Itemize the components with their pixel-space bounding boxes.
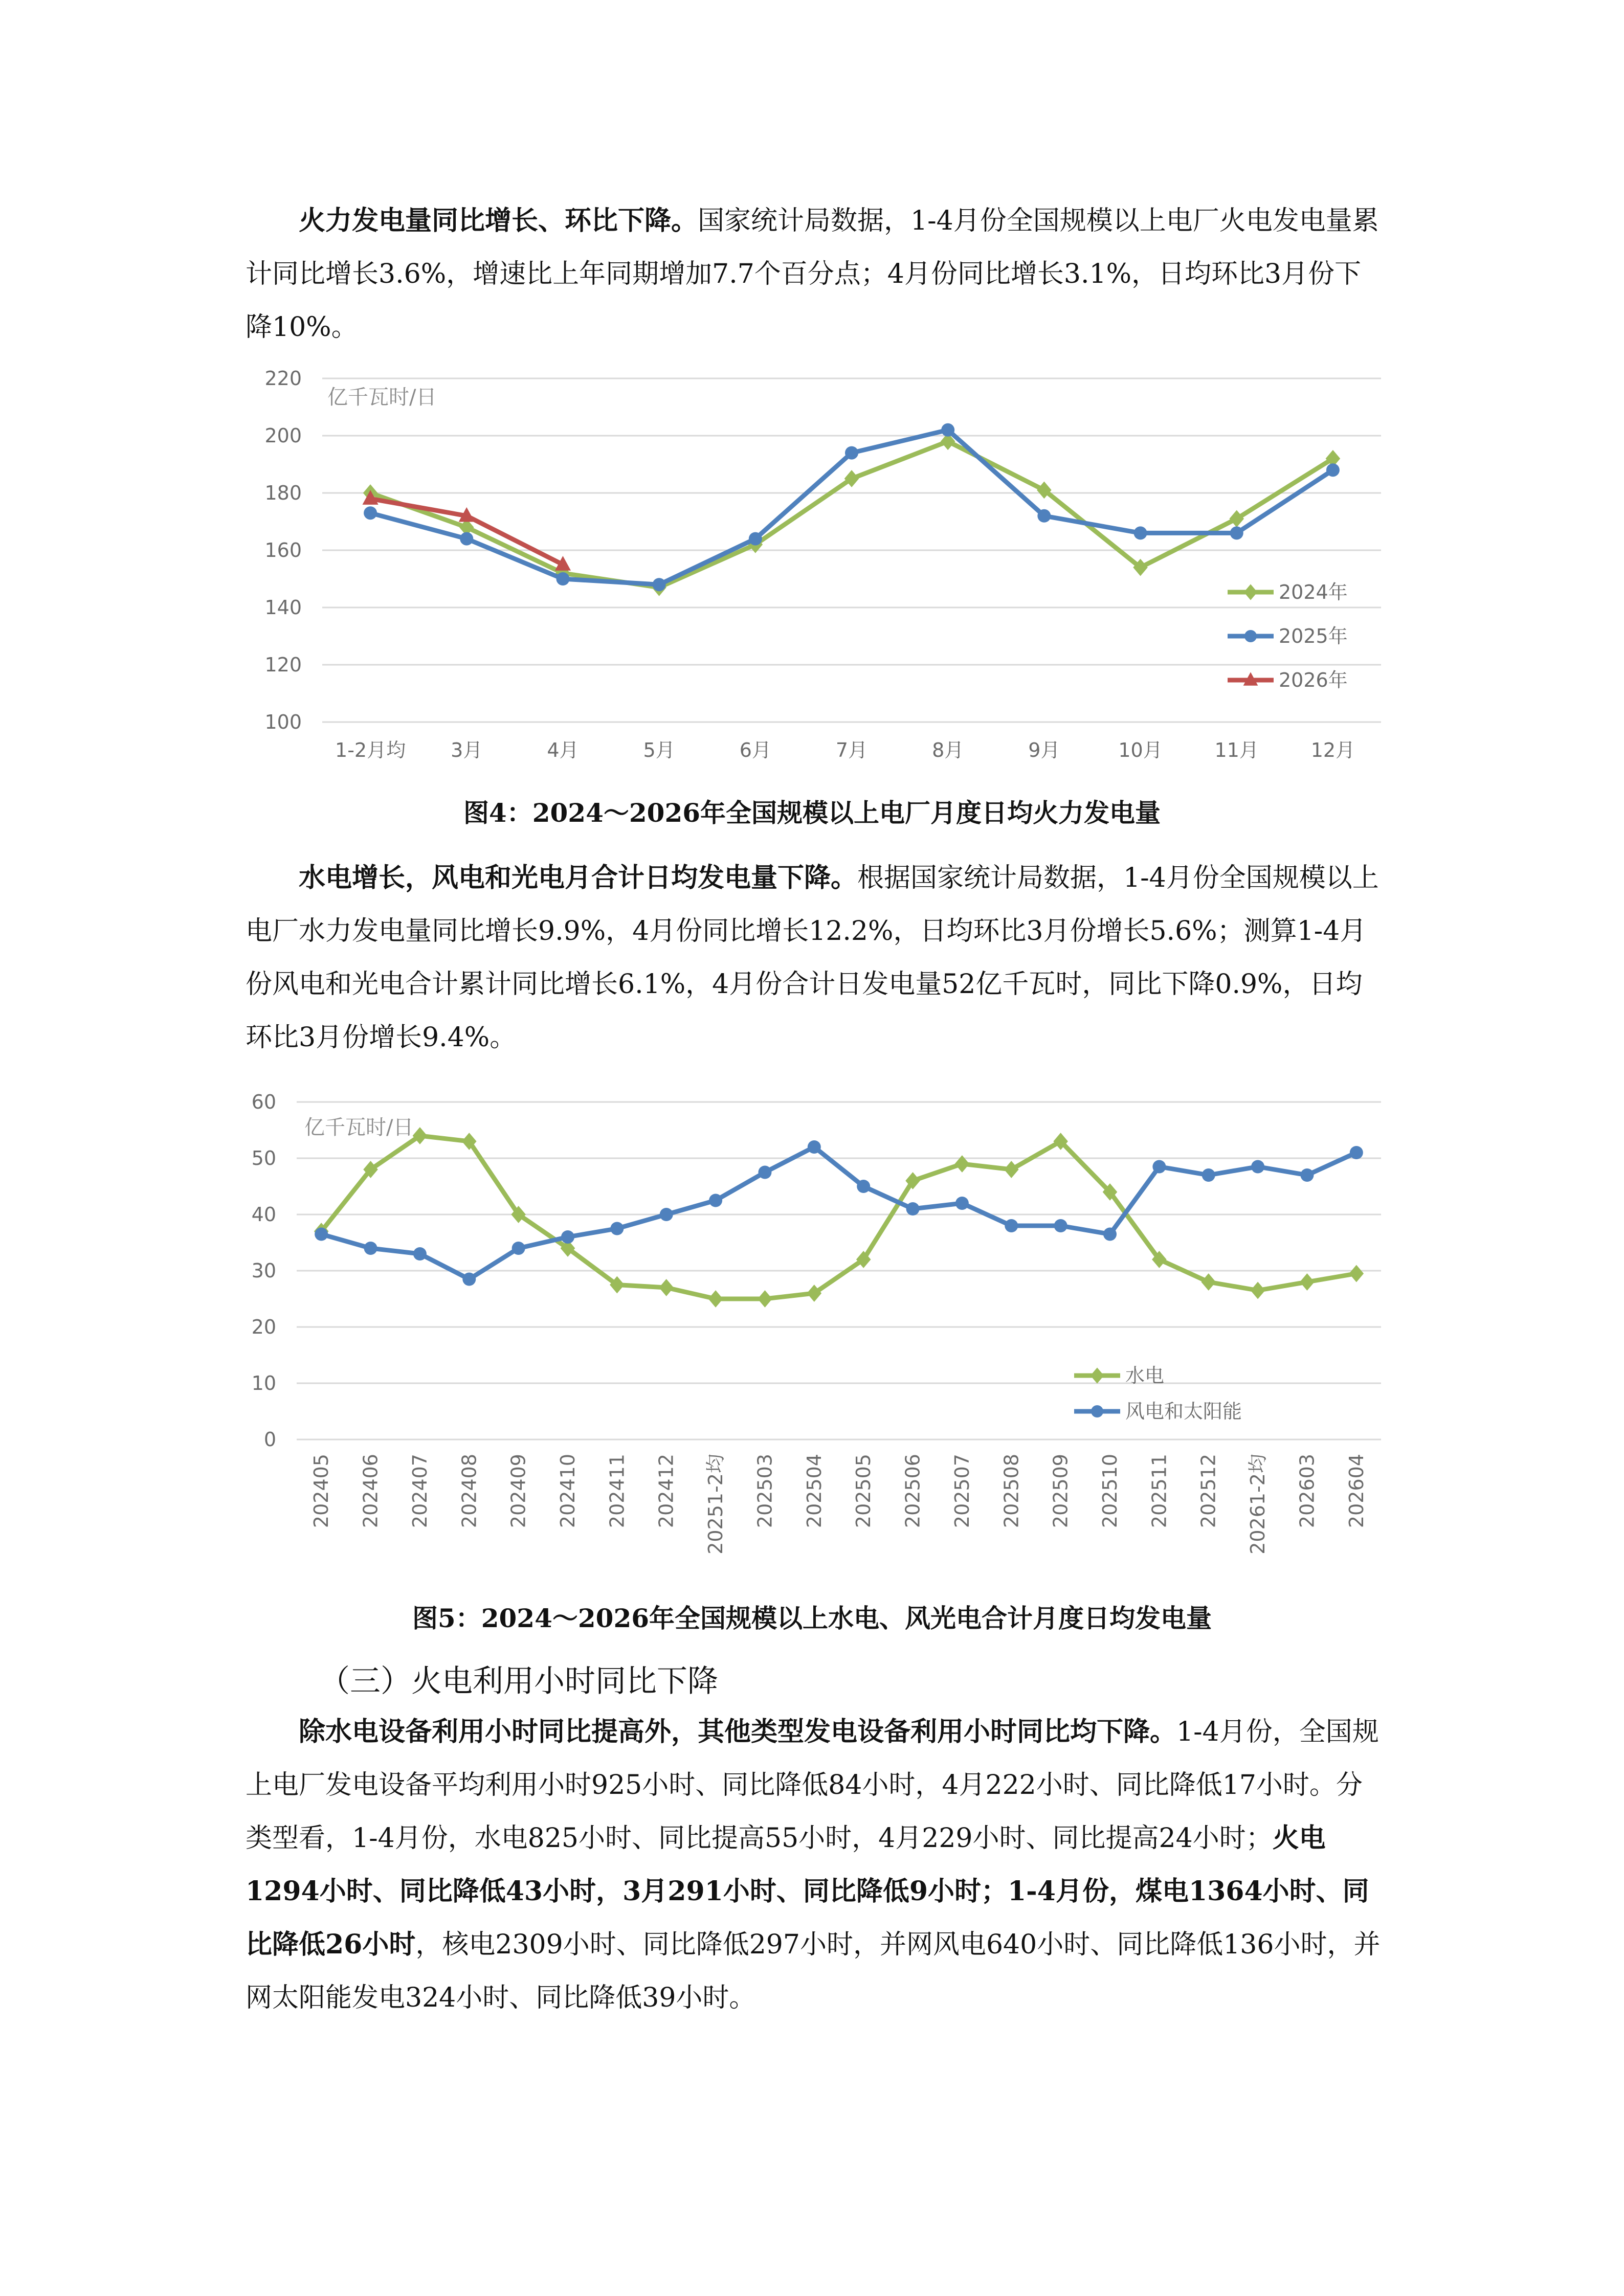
x-tick-label: 5月 <box>643 739 675 761</box>
y-tick-label: 10 <box>251 1372 276 1394</box>
hydro-data-point <box>758 1290 772 1308</box>
thermal-data-point <box>941 423 954 437</box>
hydro-data-point <box>659 1279 674 1296</box>
x-tick-label: 202506 <box>901 1454 924 1528</box>
x-tick-label: 202504 <box>803 1454 826 1528</box>
x-tick-label: 202512 <box>1197 1454 1220 1528</box>
x-tick-label: 202508 <box>1000 1454 1023 1528</box>
hydro-data-point <box>955 1197 969 1210</box>
hydro-data-point <box>1350 1146 1363 1159</box>
x-tick-label: 202510 <box>1099 1454 1121 1528</box>
thermal-data-point <box>1037 509 1051 523</box>
paragraph-body: 国家统计局数据，1-4月份全国规模以上电厂火电发电量累计同比增长3.6%，增速比上年同期增加7.7个百分点；4月份同比增长3.1%，日均环比3月份下降10%。 <box>246 206 1379 343</box>
x-tick-label: 3月 <box>451 739 483 761</box>
hydro-data-point <box>1004 1161 1019 1178</box>
paragraph-bold-part: 火电1294小时、同比降低43小时，3月291小时、同比降低9小时；1-4月份，煤电1364小时、同比降低26小时 <box>246 1822 1369 1960</box>
unit-label: 亿千瓦时/日 <box>304 1116 414 1139</box>
legend-label: 水电 <box>1125 1364 1165 1387</box>
legend-marker <box>1091 1405 1103 1417</box>
thermal-data-point <box>1134 526 1147 539</box>
x-tick-label: 202407 <box>408 1454 431 1528</box>
x-tick-label: 202411 <box>606 1454 629 1528</box>
hydro-data-point <box>906 1202 920 1215</box>
x-tick-label: 202408 <box>458 1454 481 1528</box>
paragraph-hydro-wind-solar <box>246 851 1386 1064</box>
hydro-data-point <box>857 1180 870 1193</box>
legend-label: 风电和太阳能 <box>1125 1400 1242 1423</box>
hydro-data-point <box>1251 1282 1265 1299</box>
x-tick-label: 8月 <box>932 739 964 761</box>
x-tick-label: 202507 <box>950 1454 973 1528</box>
hydro-data-point <box>808 1140 821 1154</box>
hydro-data-point <box>1300 1273 1315 1291</box>
y-tick-label: 50 <box>251 1147 276 1169</box>
hydro-wind-solar-chart <box>240 1087 1401 1588</box>
thermal-data-point <box>1326 463 1340 477</box>
thermal-data-point <box>460 532 473 546</box>
thermal-data-point <box>845 446 858 460</box>
y-tick-label: 0 <box>263 1428 276 1451</box>
y-tick-label: 40 <box>251 1203 276 1226</box>
y-tick-label: 220 <box>264 367 302 390</box>
paragraph-lead: 除水电设备利用小时同比提高外，其他类型发电设备利用小时同比均下降。 <box>299 1716 1177 1747</box>
figure-5-caption: 图5：2024～2026年全国规模以上水电、风光电合计月度日均发电量 <box>412 1603 1212 1633</box>
hydro-data-point <box>1054 1219 1067 1232</box>
x-tick-label: 202409 <box>507 1454 530 1528</box>
hydro-data-point <box>364 1242 377 1255</box>
hydro-data-point <box>1300 1168 1314 1182</box>
hydro-series-line <box>321 1147 1356 1279</box>
thermal-data-point <box>749 532 762 546</box>
x-tick-label: 4月 <box>547 739 579 761</box>
x-tick-label: 202505 <box>852 1454 875 1528</box>
x-tick-label: 202406 <box>359 1454 382 1528</box>
figure-4-caption: 图4：2024～2026年全国规模以上电厂月度日均火力发电量 <box>463 798 1161 828</box>
y-tick-label: 30 <box>251 1259 276 1282</box>
hydro-data-point <box>708 1290 723 1308</box>
hydro-data-point <box>1202 1168 1215 1182</box>
x-tick-label: 202503 <box>753 1454 776 1528</box>
thermal-data-point <box>1229 510 1244 528</box>
hydro-data-point <box>709 1194 722 1207</box>
x-tick-label: 11月 <box>1214 739 1259 761</box>
hydro-data-point <box>1005 1219 1018 1232</box>
hydro-data-point <box>758 1166 771 1179</box>
legend-label: 2024年 <box>1279 581 1348 603</box>
y-tick-label: 100 <box>264 711 302 733</box>
hydro-data-point <box>1152 1160 1166 1174</box>
x-tick-label: 202604 <box>1345 1454 1368 1528</box>
thermal-data-point <box>556 572 569 586</box>
legend-marker <box>1244 630 1257 642</box>
x-tick-label: 20261-2均 <box>1247 1454 1270 1555</box>
paragraph-body-part1: 1-4月份，全国规上电厂发电设备平均利用小时925小时、同比降低84小时，4月222小时、同比降低17小时。分类型看，1-4月份，水电825小时、同比提高55小时，4月229小时、同比提高24小时； <box>246 1717 1379 1854</box>
unit-label: 亿千瓦时/日 <box>327 386 437 409</box>
y-tick-label: 20 <box>251 1316 276 1338</box>
paragraph-body-part2: ，核电2309小时、同比降低297小时，并网风电640小时、同比降低136小时，并网太阳能发电324小时、同比降低39小时。 <box>246 1929 1381 2013</box>
paragraph-lead: 水电增长，风电和光电月合计日均发电量下降。 <box>299 862 858 893</box>
x-tick-label: 202410 <box>557 1454 579 1528</box>
thermal-power-chart <box>240 358 1401 782</box>
y-tick-label: 120 <box>264 654 302 676</box>
legend-marker <box>1244 584 1257 600</box>
y-tick-label: 200 <box>264 424 302 447</box>
thermal-data-point <box>653 578 666 591</box>
thermal-data-point <box>364 506 377 520</box>
hydro-data-point <box>1201 1273 1216 1291</box>
x-tick-label: 9月 <box>1028 739 1060 761</box>
hydro-data-point <box>660 1208 673 1221</box>
y-tick-label: 140 <box>264 596 302 619</box>
x-tick-label: 7月 <box>835 739 868 761</box>
hydro-data-point <box>1251 1160 1264 1174</box>
hydro-data-point <box>1103 1228 1117 1241</box>
x-tick-label: 6月 <box>739 739 771 761</box>
paragraph-thermal <box>246 194 1386 354</box>
legend-label: 2026年 <box>1279 669 1348 691</box>
thermal-series-line <box>370 441 1333 588</box>
x-tick-label: 202509 <box>1049 1454 1072 1528</box>
hydro-data-point <box>512 1242 525 1255</box>
x-tick-label: 10月 <box>1118 739 1163 761</box>
section-heading: （三）火电利用小时同比下降 <box>319 1663 718 1699</box>
x-tick-label: 20251-2均 <box>704 1454 727 1555</box>
x-tick-label: 202405 <box>310 1454 333 1528</box>
thermal-data-point <box>1230 526 1243 539</box>
y-tick-label: 60 <box>251 1091 276 1113</box>
paragraph-lead: 火力发电量同比增长、环比下降。 <box>299 205 698 236</box>
hydro-data-point <box>610 1222 624 1235</box>
x-tick-label: 12月 <box>1310 739 1355 761</box>
hydro-data-point <box>462 1273 476 1286</box>
x-tick-label: 202412 <box>655 1454 678 1528</box>
hydro-data-point <box>561 1230 574 1244</box>
legend-label: 2025年 <box>1279 625 1348 647</box>
y-tick-label: 180 <box>264 482 302 504</box>
x-tick-label: 1-2月均 <box>335 739 406 761</box>
paragraph-body: 根据国家统计局数据，1-4月份全国规模以上电厂水力发电量同比增长9.9%，4月份同比增长12.2%，日均环比3月份增长5.6%；测算1-4月份风电和光电合计累计同比增长6.1%，4月份合计日发电量52亿千瓦时，同比下降0.9%，日均环比3月份增长9.4%。 <box>246 863 1379 1053</box>
legend-marker <box>1091 1367 1104 1383</box>
paragraph-utilization-hours <box>246 1705 1386 2024</box>
x-tick-label: 202603 <box>1296 1454 1319 1528</box>
x-tick-label: 202511 <box>1148 1454 1171 1528</box>
hydro-data-point <box>1349 1265 1364 1282</box>
y-tick-label: 160 <box>264 539 302 561</box>
hydro-data-point <box>315 1228 328 1241</box>
hydro-data-point <box>413 1247 427 1260</box>
